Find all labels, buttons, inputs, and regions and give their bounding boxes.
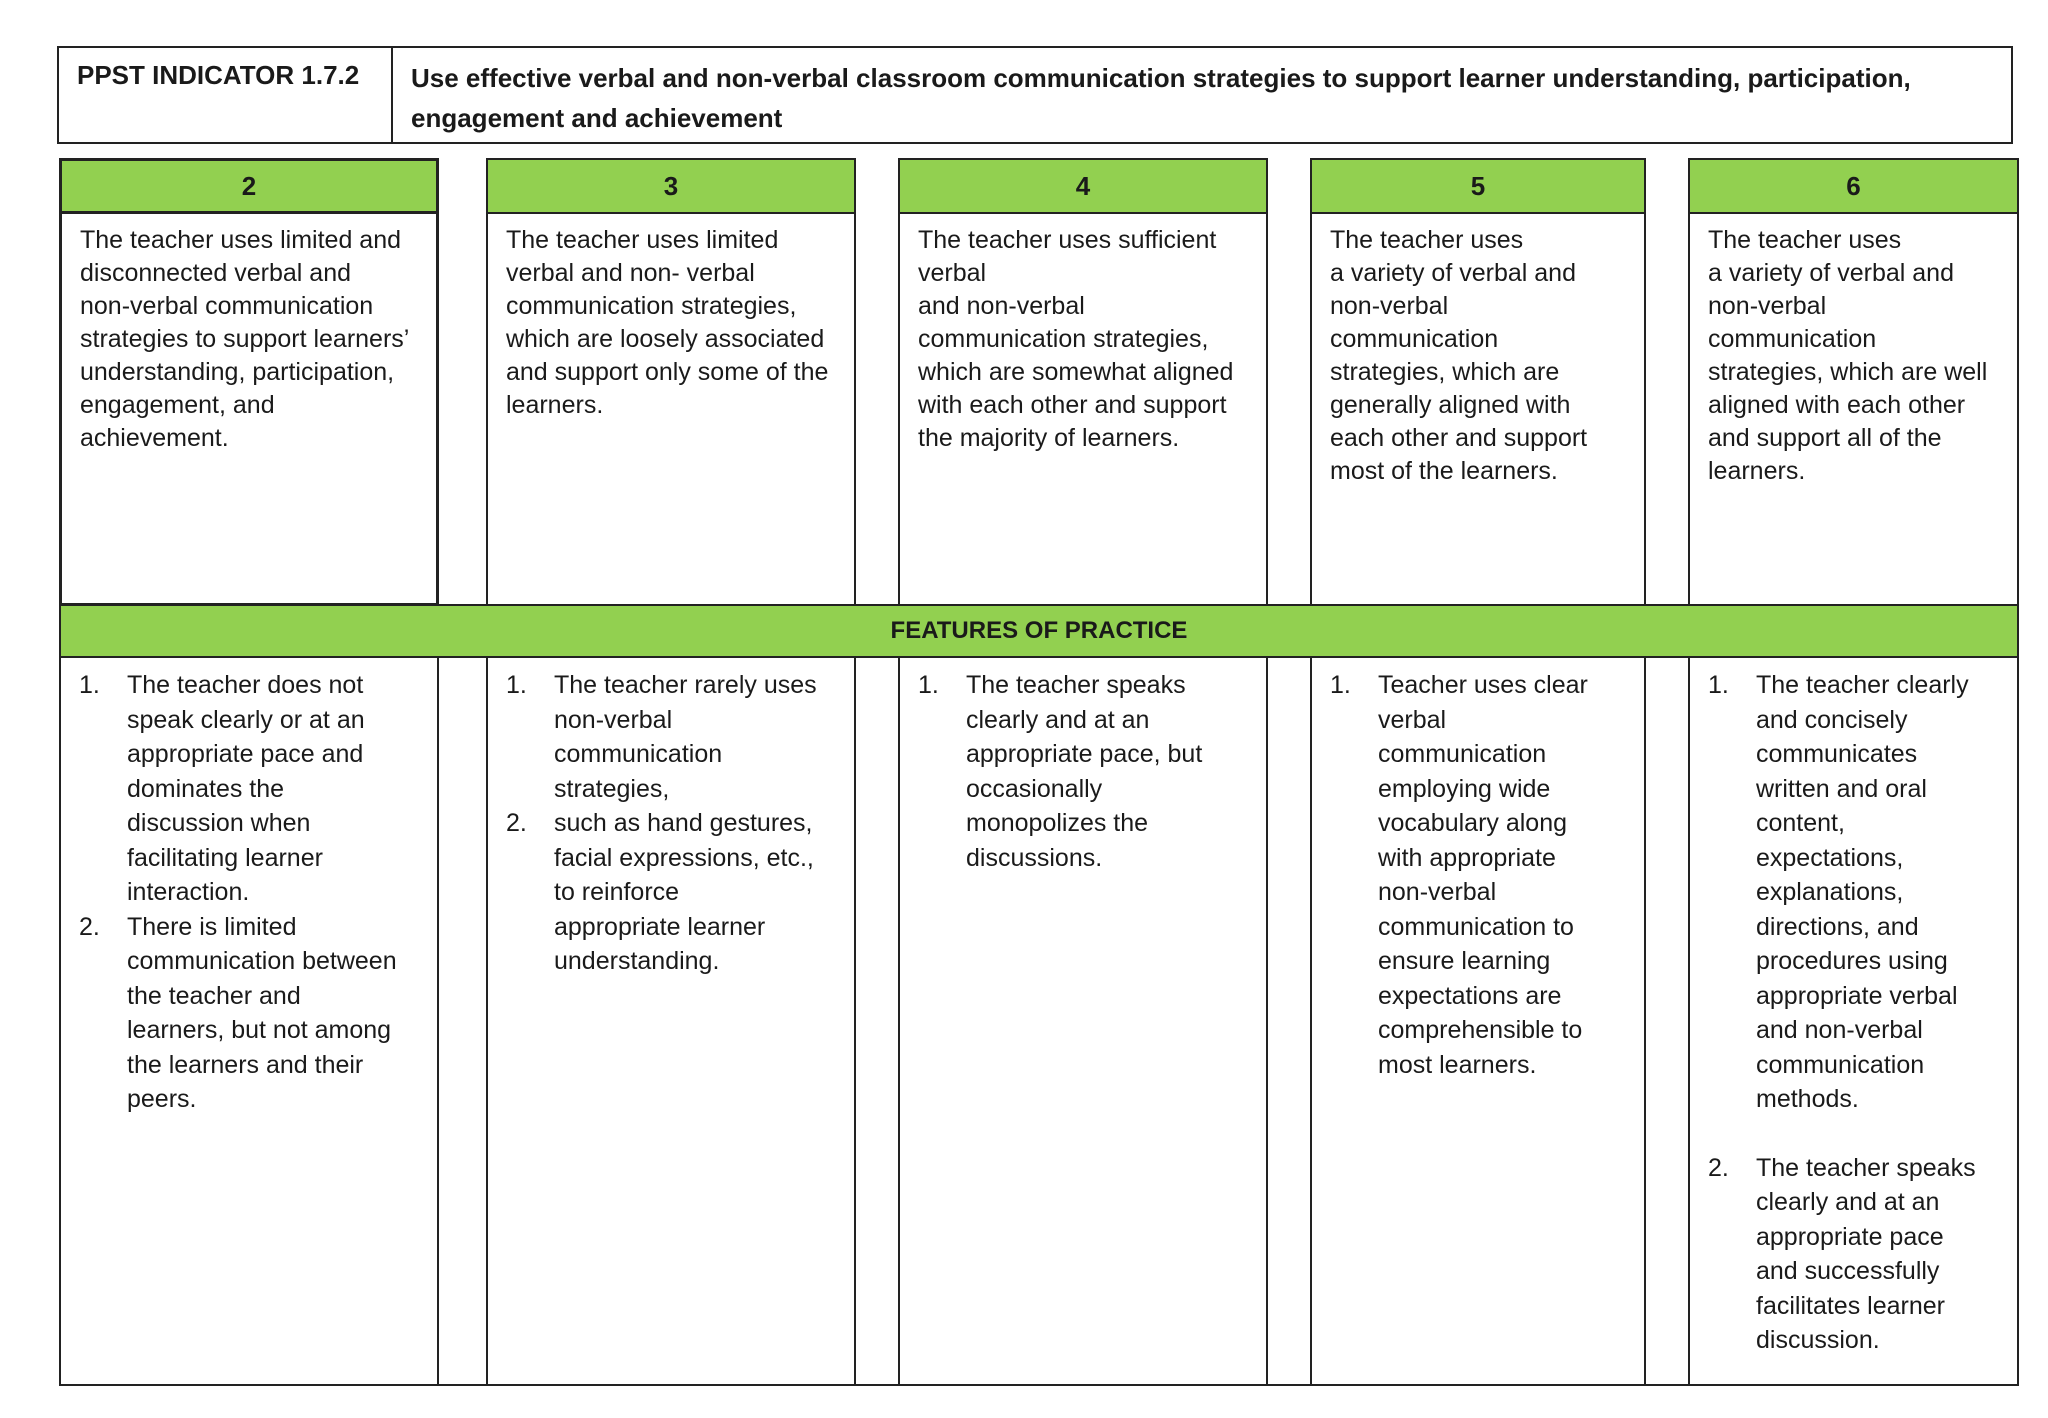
list-number: 1. xyxy=(79,671,100,699)
level-2-features xyxy=(59,656,439,1386)
list-item xyxy=(79,910,427,1117)
list-text: The teacher does not speak clearly or at an appropriate pace and dominates the discussion when facilitating learner interaction. xyxy=(127,671,365,906)
list-text: The teacher speaks clearly and at an appropriate pace and successfully facilitates learner discussion. xyxy=(1756,1153,1976,1354)
level-4-header: 4 xyxy=(898,158,1268,214)
list-text: Teacher uses clear verbal communication employing wide vocabulary along with appropriate non-verbal communication to ensure learning expectations are comprehensible to most learners. xyxy=(1378,671,1588,1079)
level-5-header: 5 xyxy=(1310,158,1646,214)
list-number: 2. xyxy=(1708,1153,1729,1182)
list-text: The teacher speaks clearly and at an appropriate pace, but occasionally monopolizes the discussions. xyxy=(966,671,1203,872)
level-2-header: 2 xyxy=(59,158,439,214)
list-text: such as hand gestures, facial expressions, etc., to reinforce appropriate learner understanding. xyxy=(554,809,814,975)
level-3-header: 3 xyxy=(486,158,856,214)
indicator-code: PPST INDICATOR 1.7.2 xyxy=(59,48,393,142)
level-6-features xyxy=(1688,656,2019,1386)
list-item xyxy=(1708,668,2007,1117)
level-3-description: The teacher uses limited verbal and non- verbal communication strategies, which are loosely associated and support only some of the learners. xyxy=(486,212,856,606)
indicator-header xyxy=(57,46,2013,144)
column-spacer xyxy=(854,656,900,1386)
list-number: 2. xyxy=(79,912,100,941)
list-text: The teacher clearly and concisely communicates written and oral content, expectations, explanations, directions, and procedures using appropriate verbal and non-verbal communication methods. xyxy=(1756,671,1969,1113)
level-4-description: The teacher uses sufficient verbal and non-verbal communication strategies, which are somewhat aligned with each other and support the majority of learners. xyxy=(898,212,1268,606)
column-spacer xyxy=(1266,656,1312,1386)
level-5-features xyxy=(1310,656,1646,1386)
level-3-features xyxy=(486,656,856,1386)
level-5-description: The teacher uses a variety of verbal and non-verbal communication strategies, which are generally aligned with each other and support most of the learners. xyxy=(1310,212,1646,606)
list-number: 1. xyxy=(1708,671,1729,699)
list-item xyxy=(79,668,427,910)
level-6-header: 6 xyxy=(1688,158,2019,214)
list-item xyxy=(918,668,1256,875)
list-item xyxy=(506,668,844,806)
list-number: 1. xyxy=(506,671,527,699)
list-item xyxy=(1330,668,1634,1082)
level-6-description: The teacher uses a variety of verbal and non-verbal communication strategies, which are well aligned with each other and support all of the learners. xyxy=(1688,212,2019,606)
list-number: 1. xyxy=(918,671,939,699)
list-item xyxy=(1708,1151,2007,1358)
column-spacer xyxy=(437,656,488,1386)
list-item xyxy=(506,806,844,979)
list-text: The teacher rarely uses non-verbal communication strategies, xyxy=(554,671,817,803)
list-number: 2. xyxy=(506,809,527,837)
indicator-title: Use effective verbal and non-verbal classroom communication strategies to support learner understanding, participation, engagement and achievement xyxy=(411,63,1911,133)
features-of-practice-heading: FEATURES OF PRACTICE xyxy=(59,604,2019,658)
list-text: There is limited communication between the teacher and learners, but not among the learners and their peers. xyxy=(127,912,397,1113)
level-4-features xyxy=(898,656,1268,1386)
level-2-description: The teacher uses limited and disconnected verbal and non-verbal communication strategies to support learners’ understanding, participation, engagement, and achievement. xyxy=(59,212,439,606)
column-spacer xyxy=(1644,656,1690,1386)
list-number: 1. xyxy=(1330,671,1351,699)
